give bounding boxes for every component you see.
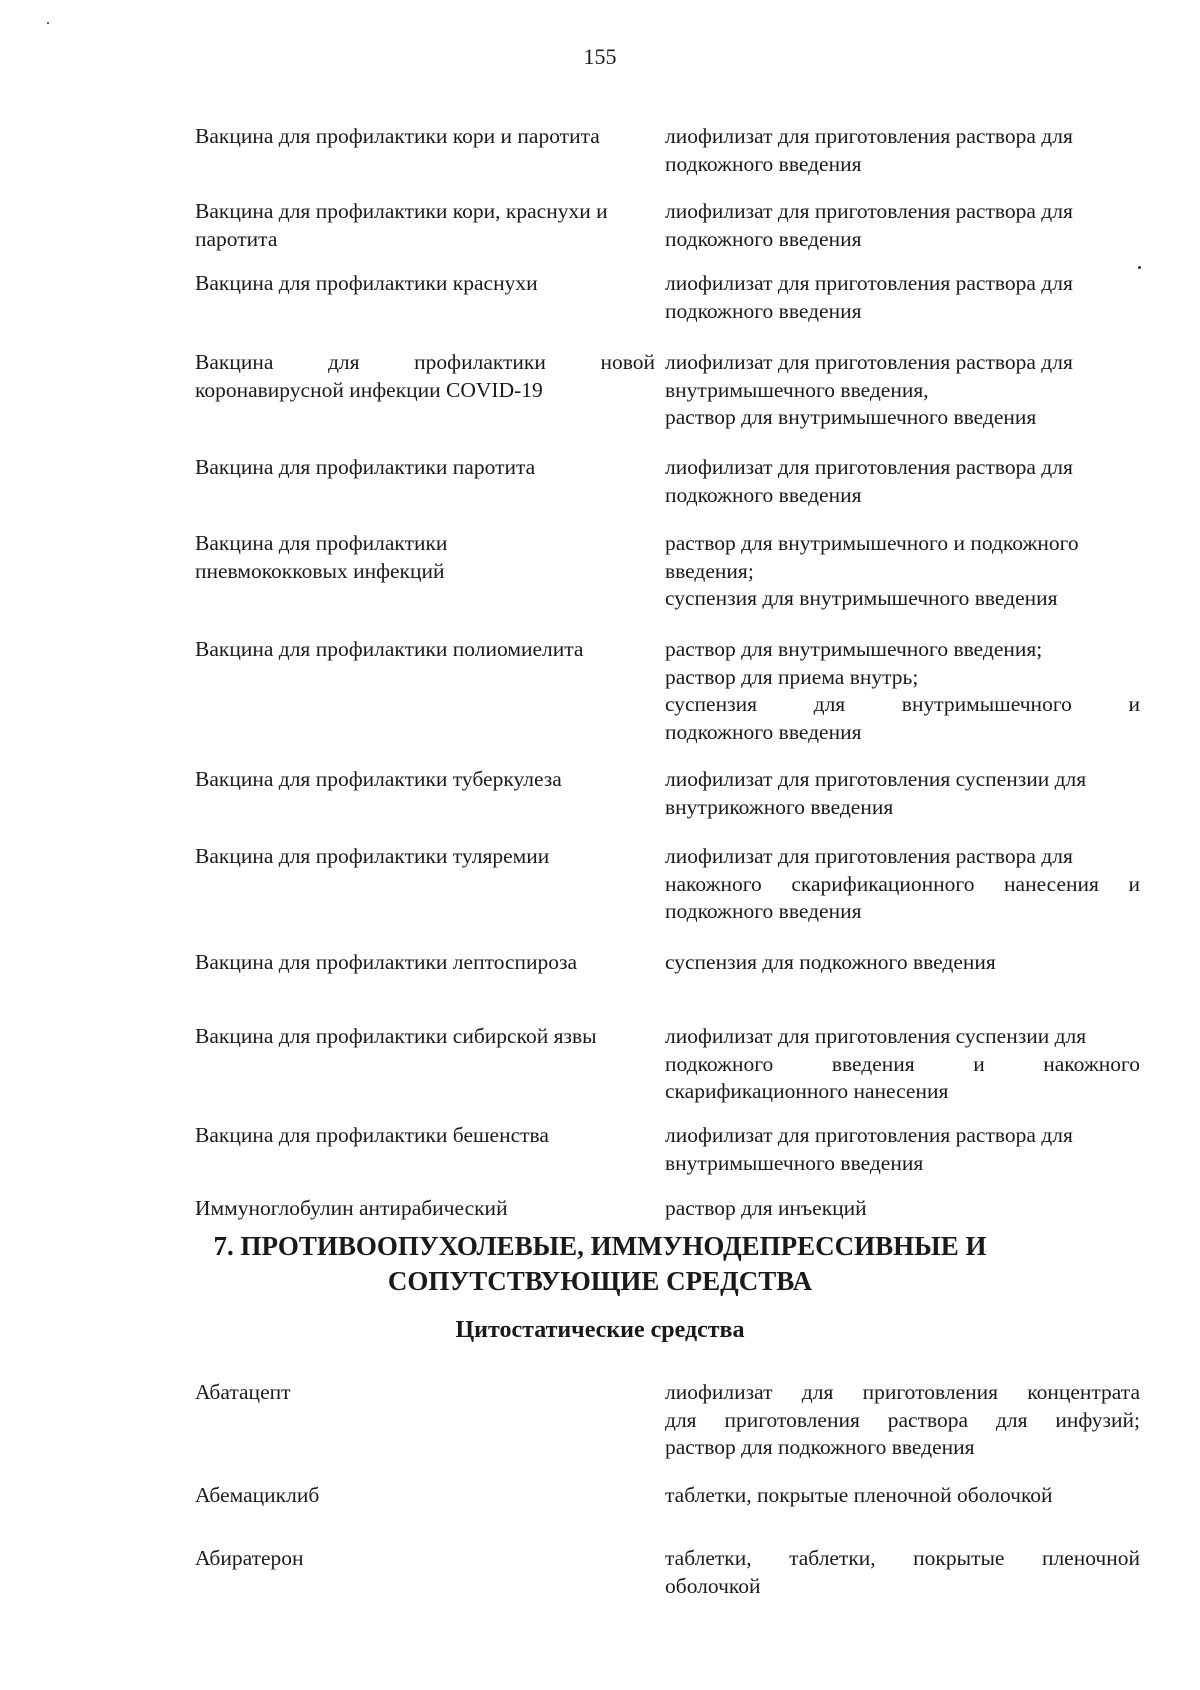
dosage-form-line: лиофилизат для приготовления раствора для <box>665 124 1073 148</box>
dosage-form-line: таблетки, покрытые пленочной оболочкой <box>665 1483 1053 1507</box>
dosage-form <box>665 349 1140 432</box>
medication-name-line: Вакцина для профилактики паротита <box>195 455 536 479</box>
dosage-form-line: подкожного введения <box>665 226 862 251</box>
medication-name <box>195 270 655 298</box>
medication-name <box>195 123 655 151</box>
dosage-form <box>665 530 1140 613</box>
dosage-form <box>665 1023 1140 1106</box>
medication-name-line: Абатацепт <box>195 1380 291 1404</box>
medication-name <box>195 766 655 794</box>
medication-name-line: паротита <box>195 226 278 251</box>
dosage-form <box>665 1122 1140 1177</box>
medication-name-line: Вакцина для профилактики <box>195 531 448 555</box>
section-title-line: СОПУТСТВУЮЩИЕ СРЕДСТВА <box>387 1266 813 1296</box>
scan-speck <box>1138 266 1141 269</box>
medication-name <box>195 1023 655 1051</box>
medication-name <box>195 1379 655 1407</box>
dosage-form-line: лиофилизат для приготовления раствора для <box>665 199 1073 223</box>
medication-name <box>195 1122 655 1150</box>
dosage-form-line: подкожного введения <box>665 151 862 176</box>
dosage-form-line: лиофилизат для приготовления раствора для <box>665 1123 1073 1147</box>
dosage-form-line: лиофилизат для приготовления суспензии для <box>665 1024 1087 1048</box>
dosage-form-line: раствор для приема внутрь; <box>665 664 919 689</box>
medication-name <box>195 349 655 404</box>
dosage-form-line: подкожного введения <box>665 298 862 323</box>
dosage-form-line: суспензия для подкожного введения <box>665 950 996 974</box>
medication-name-line: Вакцина для профилактики туляремии <box>195 844 550 868</box>
dosage-form <box>665 636 1140 746</box>
dosage-form <box>665 843 1140 926</box>
dosage-form-line: внутрикожного введения <box>665 794 894 819</box>
medication-name-line: Вакцина для профилактики бешенства <box>195 1123 549 1147</box>
dosage-form-line: лиофилизат для приготовления раствора для <box>665 455 1073 479</box>
dosage-form-line: подкожного введения и накожного <box>665 1051 1140 1076</box>
medication-name-line: пневмококковых инфекций <box>195 558 445 583</box>
dosage-form-line: таблетки, таблетки, покрытые пленочной <box>665 1546 1140 1570</box>
dosage-form-line: скарификационного нанесения <box>665 1079 949 1103</box>
dosage-form-line: раствор для инъекций <box>665 1196 867 1220</box>
dosage-form <box>665 1195 1140 1223</box>
medication-name-line: Абиратерон <box>195 1546 304 1570</box>
medication-name <box>195 1482 655 1510</box>
dosage-form-line: суспензия для внутримышечного введения <box>665 586 1058 610</box>
medication-name <box>195 636 655 664</box>
dosage-form-line: раствор для внутримышечного и подкожного <box>665 531 1079 555</box>
medication-name-line: Вакцина для профилактики лептоспироза <box>195 950 578 974</box>
dosage-form-line: накожного скарификационного нанесения и <box>665 871 1140 896</box>
medication-name <box>195 949 655 977</box>
medication-name-line: Вакцина для профилактики кори и паротита <box>195 124 600 148</box>
scan-speck <box>47 22 49 24</box>
medication-name-line: Вакцина для профилактики туберкулеза <box>195 767 562 791</box>
medication-name-line: Иммуноглобулин антирабический <box>195 1196 508 1220</box>
medication-name-line: Абемациклиб <box>195 1483 320 1507</box>
dosage-form-line: внутримышечного введения, <box>665 377 929 402</box>
dosage-form <box>665 766 1140 821</box>
dosage-form-line: подкожного введения <box>665 482 862 507</box>
subsection-title: Цитостатические средства <box>455 1317 745 1343</box>
dosage-form-line: лиофилизат для приготовления раствора для <box>665 271 1073 295</box>
medication-name-line: Вакцина для профилактики новой <box>195 350 655 374</box>
section-title <box>0 1229 1200 1299</box>
dosage-form <box>665 949 1140 977</box>
medication-name-line: коронавирусной инфекции COVID-19 <box>195 377 543 402</box>
dosage-form-line: лиофилизат для приготовления суспензии для <box>665 767 1087 791</box>
medication-name <box>195 1195 655 1223</box>
page-number: 155 <box>583 44 617 69</box>
medication-name-line: Вакцина для профилактики краснухи <box>195 271 538 295</box>
dosage-form-line: раствор для внутримышечного введения; <box>665 637 1043 661</box>
dosage-form-line: лиофилизат для приготовления концентрата <box>665 1380 1140 1404</box>
dosage-form-line: оболочкой <box>665 1573 761 1598</box>
dosage-form-line: раствор для подкожного введения <box>665 1435 975 1459</box>
dosage-form-line: лиофилизат для приготовления раствора для <box>665 844 1073 868</box>
dosage-form <box>665 1379 1140 1462</box>
dosage-form <box>665 454 1140 509</box>
medication-name-line: Вакцина для профилактики сибирской язвы <box>195 1024 597 1048</box>
dosage-form <box>665 1482 1140 1510</box>
medication-name <box>195 843 655 871</box>
dosage-form-line: подкожного введения <box>665 719 862 744</box>
dosage-form-line: лиофилизат для приготовления раствора для <box>665 350 1073 374</box>
dosage-form <box>665 270 1140 325</box>
medication-name <box>195 1545 655 1573</box>
section-title-line: 7. ПРОТИВООПУХОЛЕВЫЕ, ИММУНОДЕПРЕССИВНЫЕ И <box>213 1231 987 1261</box>
dosage-form-line: введения; <box>665 558 754 583</box>
medication-name <box>195 454 655 482</box>
medication-name-line: Вакцина для профилактики кори, краснухи и <box>195 199 608 223</box>
medication-name <box>195 530 655 585</box>
dosage-form-line: подкожного введения <box>665 899 862 923</box>
medication-name-line: Вакцина для профилактики полиомиелита <box>195 637 584 661</box>
medication-name <box>195 198 655 253</box>
dosage-form-line: раствор для внутримышечного введения <box>665 405 1037 429</box>
dosage-form <box>665 198 1140 253</box>
dosage-form <box>665 1545 1140 1600</box>
dosage-form <box>665 123 1140 178</box>
dosage-form-line: суспензия для внутримышечного и <box>665 692 1140 716</box>
dosage-form-line: внутримышечного введения <box>665 1150 924 1175</box>
dosage-form-line: для приготовления раствора для инфузий; <box>665 1407 1140 1432</box>
